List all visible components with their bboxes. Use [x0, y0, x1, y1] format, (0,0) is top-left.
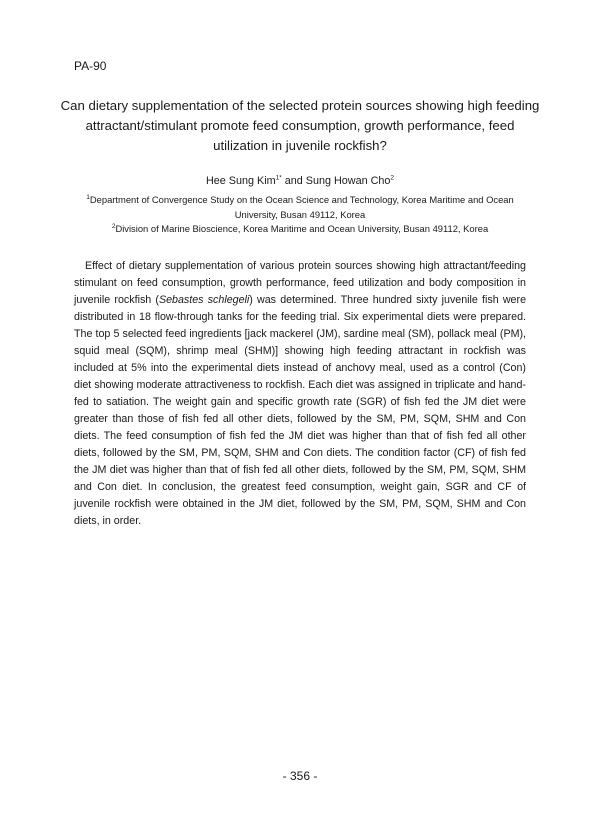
abstract-body: [74, 258, 526, 530]
author-name: Sung Howan Cho: [305, 175, 391, 187]
affiliation-mark: 2: [111, 222, 116, 230]
affiliation: [80, 193, 520, 222]
affiliation-text: Department of Convergence Study on the Ocean Science and Technology, Korea Maritime and Ocean University, Busan 49112, Korea: [89, 194, 514, 220]
affiliation-text: Division of Marine Bioscience, Korea Maritime and Ocean University, Busan 49112, Korea: [115, 223, 489, 234]
paper-title: Can dietary supplementation of the selected protein sources showing high feeding attractant/stimulant promote feed consumption, growth performance, feed utilization in juvenile rockfish?: [60, 98, 540, 153]
author-line: [60, 174, 540, 188]
author-connector: and: [281, 175, 306, 187]
affiliation-mark: 1: [86, 193, 90, 201]
affiliation: [80, 222, 520, 237]
species-name: Sebastes schlegeli: [158, 294, 250, 306]
abstract-code: PA-90: [74, 59, 107, 73]
author-name: Hee Sung Kim: [205, 175, 276, 187]
author-affiliation-mark: 1*: [275, 174, 282, 182]
page-number: - 356 -: [282, 769, 318, 783]
abstract-text: Effect of dietary supplementation of various protein sources showing high attractant/feeding stimulant on feed consumption, growth performance, feed utilization and body composition in juvenile rockfish (: [74, 260, 526, 306]
author-affiliation-mark: 2: [390, 174, 395, 182]
abstract-text: ) was determined. Three hundred sixty juvenile fish were distributed in 18 flow-through tanks for the feeding trial. Six experimental diets were prepared. The top 5 selected feed ingredients [jack mackerel (JM), sardine meal (SM), pollack meal (PM), squid meal (SQM), shrimp meal (SHM)] showing high feeding attractant in rockfish was included at 5% into the experimental diets instead of anchovy meal, used as a control (Con) diet showing moderate attractiveness to rockfish. Each diet was assigned in triplicate and hand-fed to satiation. The weight gain and specific growth rate (SGR) of fish fed the JM diet were greater than those of fish fed all other diets, followed by the SM, PM, SQM, SHM and Con diets. The feed consumption of fish fed the JM diet was higher than that of fish fed all other diets, followed by the SM, PM, SQM, SHM and Con diets. The condition factor (CF) of fish fed the JM diet was higher than that of fish fed all other diets, followed by the SM, PM, SQM, SHM and Con diet. In conclusion, the greatest feed consumption, weight gain, SGR and CF of juvenile rockfish were obtained in the JM diet, followed by the SM, PM, SQM, SHM and Con diets, in order.: [74, 294, 527, 527]
